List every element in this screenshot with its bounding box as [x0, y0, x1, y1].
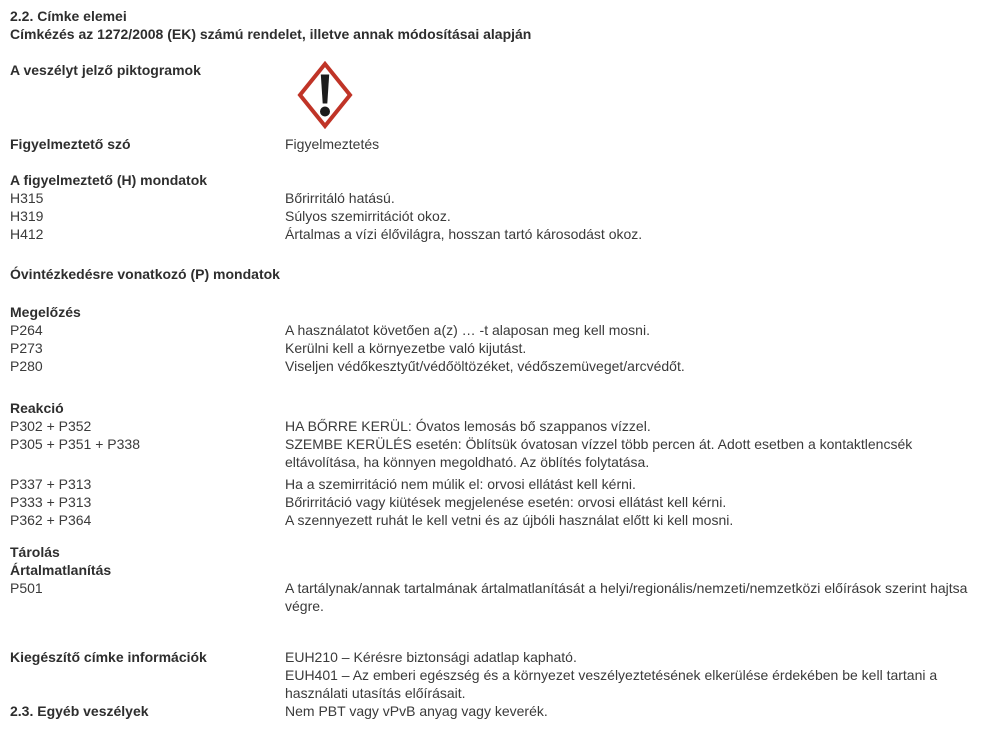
h-statements-heading: A figyelmeztető (H) mondatok — [10, 172, 208, 188]
p-statement-code: P264 — [10, 322, 43, 338]
euh-statement: EUH210 – Kérésre biztonsági adatlap kapható. — [285, 649, 577, 665]
signal-word-row — [10, 135, 997, 153]
p-statement-row — [10, 475, 997, 493]
section-2-3-text: Nem PBT vagy vPvB anyag vagy keverék. — [285, 703, 548, 719]
section-2-3-label: 2.3. Egyéb veszélyek — [10, 703, 149, 719]
h-statement-code: H319 — [10, 208, 44, 224]
p-statement-text: A használatot követően a(z) … -t alaposan meg kell mosni. — [285, 322, 650, 338]
hazard-pictograms-row — [10, 61, 997, 129]
section-2-2-subtitle: Címkézés az 1272/2008 (EK) számú rendelet, illetve annak módosításai alapján — [10, 26, 532, 42]
storage-heading: Tárolás — [10, 544, 60, 560]
p-statement-text: A szennyezett ruhát le kell vetni és az újbóli használat előtt ki kell mosni. — [285, 512, 734, 528]
p-statement-row — [10, 417, 997, 435]
p-statement-row — [10, 493, 997, 511]
p-statements-heading: Óvintézkedésre vonatkozó (P) mondatok — [10, 266, 280, 282]
p-statement-code: P362 + P364 — [10, 512, 92, 528]
p-statement-code: P337 + P313 — [10, 476, 92, 492]
p-statement-code: P302 + P352 — [10, 418, 92, 434]
p-statement-text: Viseljen védőkesztyűt/védőöltözéket, védőszemüveget/arcvédőt. — [285, 358, 685, 374]
p-statement-row — [10, 339, 997, 357]
p-statement-text: Kerülni kell a környezetbe való kijutást. — [285, 340, 527, 356]
h-statement-row — [10, 207, 997, 225]
h-statement-row — [10, 189, 997, 207]
h-statement-text: Bőrirritáló hatású. — [285, 190, 395, 206]
hazard-pictograms-content — [285, 61, 977, 129]
p-statement-row — [10, 321, 997, 339]
h-statement-code: H315 — [10, 190, 44, 206]
hazard-pictograms-label: A veszélyt jelző piktogramok — [10, 62, 201, 78]
section-2-3-row — [10, 702, 997, 720]
p-statement-text: Bőrirritáció vagy kiütések megjelenése esetén: orvosi ellátást kell kérni. — [285, 494, 727, 510]
supplemental-label-info-row — [10, 648, 997, 702]
euh-statement: EUH401 – Az emberi egészség és a környezet veszélyeztetésének elkerülése érdekében be kell tartani a használati utasítás előírásait. — [285, 667, 938, 701]
signal-word-value: Figyelmeztetés — [285, 136, 380, 152]
p-statement-row — [10, 511, 997, 529]
p-statement-row — [10, 357, 997, 375]
p-statement-text: Ha a szemirritáció nem múlik el: orvosi ellátást kell kérni. — [285, 476, 636, 492]
p-statement-code: P280 — [10, 358, 43, 374]
p-statement-code: P501 — [10, 580, 43, 596]
p-statement-text: SZEMBE KERÜLÉS esetén: Öblítsük óvatosan vízzel több percen át. Adott esetben a kontaktlencsék eltávolítása, ha könnyen megoldható. Az öblítés folytatása. — [285, 436, 913, 470]
supplemental-label-info-content — [285, 648, 977, 702]
ghs07-exclamation-mark-icon — [297, 61, 353, 129]
prevention-heading: Megelőzés — [10, 304, 81, 320]
h-statement-text: Ártalmas a vízi élővilágra, hosszan tartó károsodást okoz. — [285, 226, 643, 242]
h-statement-row — [10, 225, 997, 243]
p-statement-text: HA BŐRRE KERÜL: Óvatos lemosás bő szappanos vízzel. — [285, 418, 651, 434]
signal-word-label: Figyelmeztető szó — [10, 136, 131, 152]
p-statement-text: A tartálynak/annak tartalmának ártalmatlanítását a helyi/regionális/nemzeti/nemzetközi előírások szerint hajtsa végre. — [285, 580, 968, 614]
disposal-heading: Ártalmatlanítás — [10, 562, 112, 578]
p-statement-code: P305 + P351 + P338 — [10, 436, 140, 452]
h-statement-code: H412 — [10, 226, 44, 242]
p-statement-code: P273 — [10, 340, 43, 356]
h-statement-text: Súlyos szemirritációt okoz. — [285, 208, 451, 224]
section-2-2-title: 2.2. Címke elemei — [10, 8, 127, 24]
supplemental-label-info-label: Kiegészítő címke információk — [10, 649, 207, 665]
response-heading: Reakció — [10, 400, 64, 416]
p-statement-row — [10, 435, 997, 471]
p-statement-code: P333 + P313 — [10, 494, 92, 510]
p-statement-row — [10, 579, 997, 615]
